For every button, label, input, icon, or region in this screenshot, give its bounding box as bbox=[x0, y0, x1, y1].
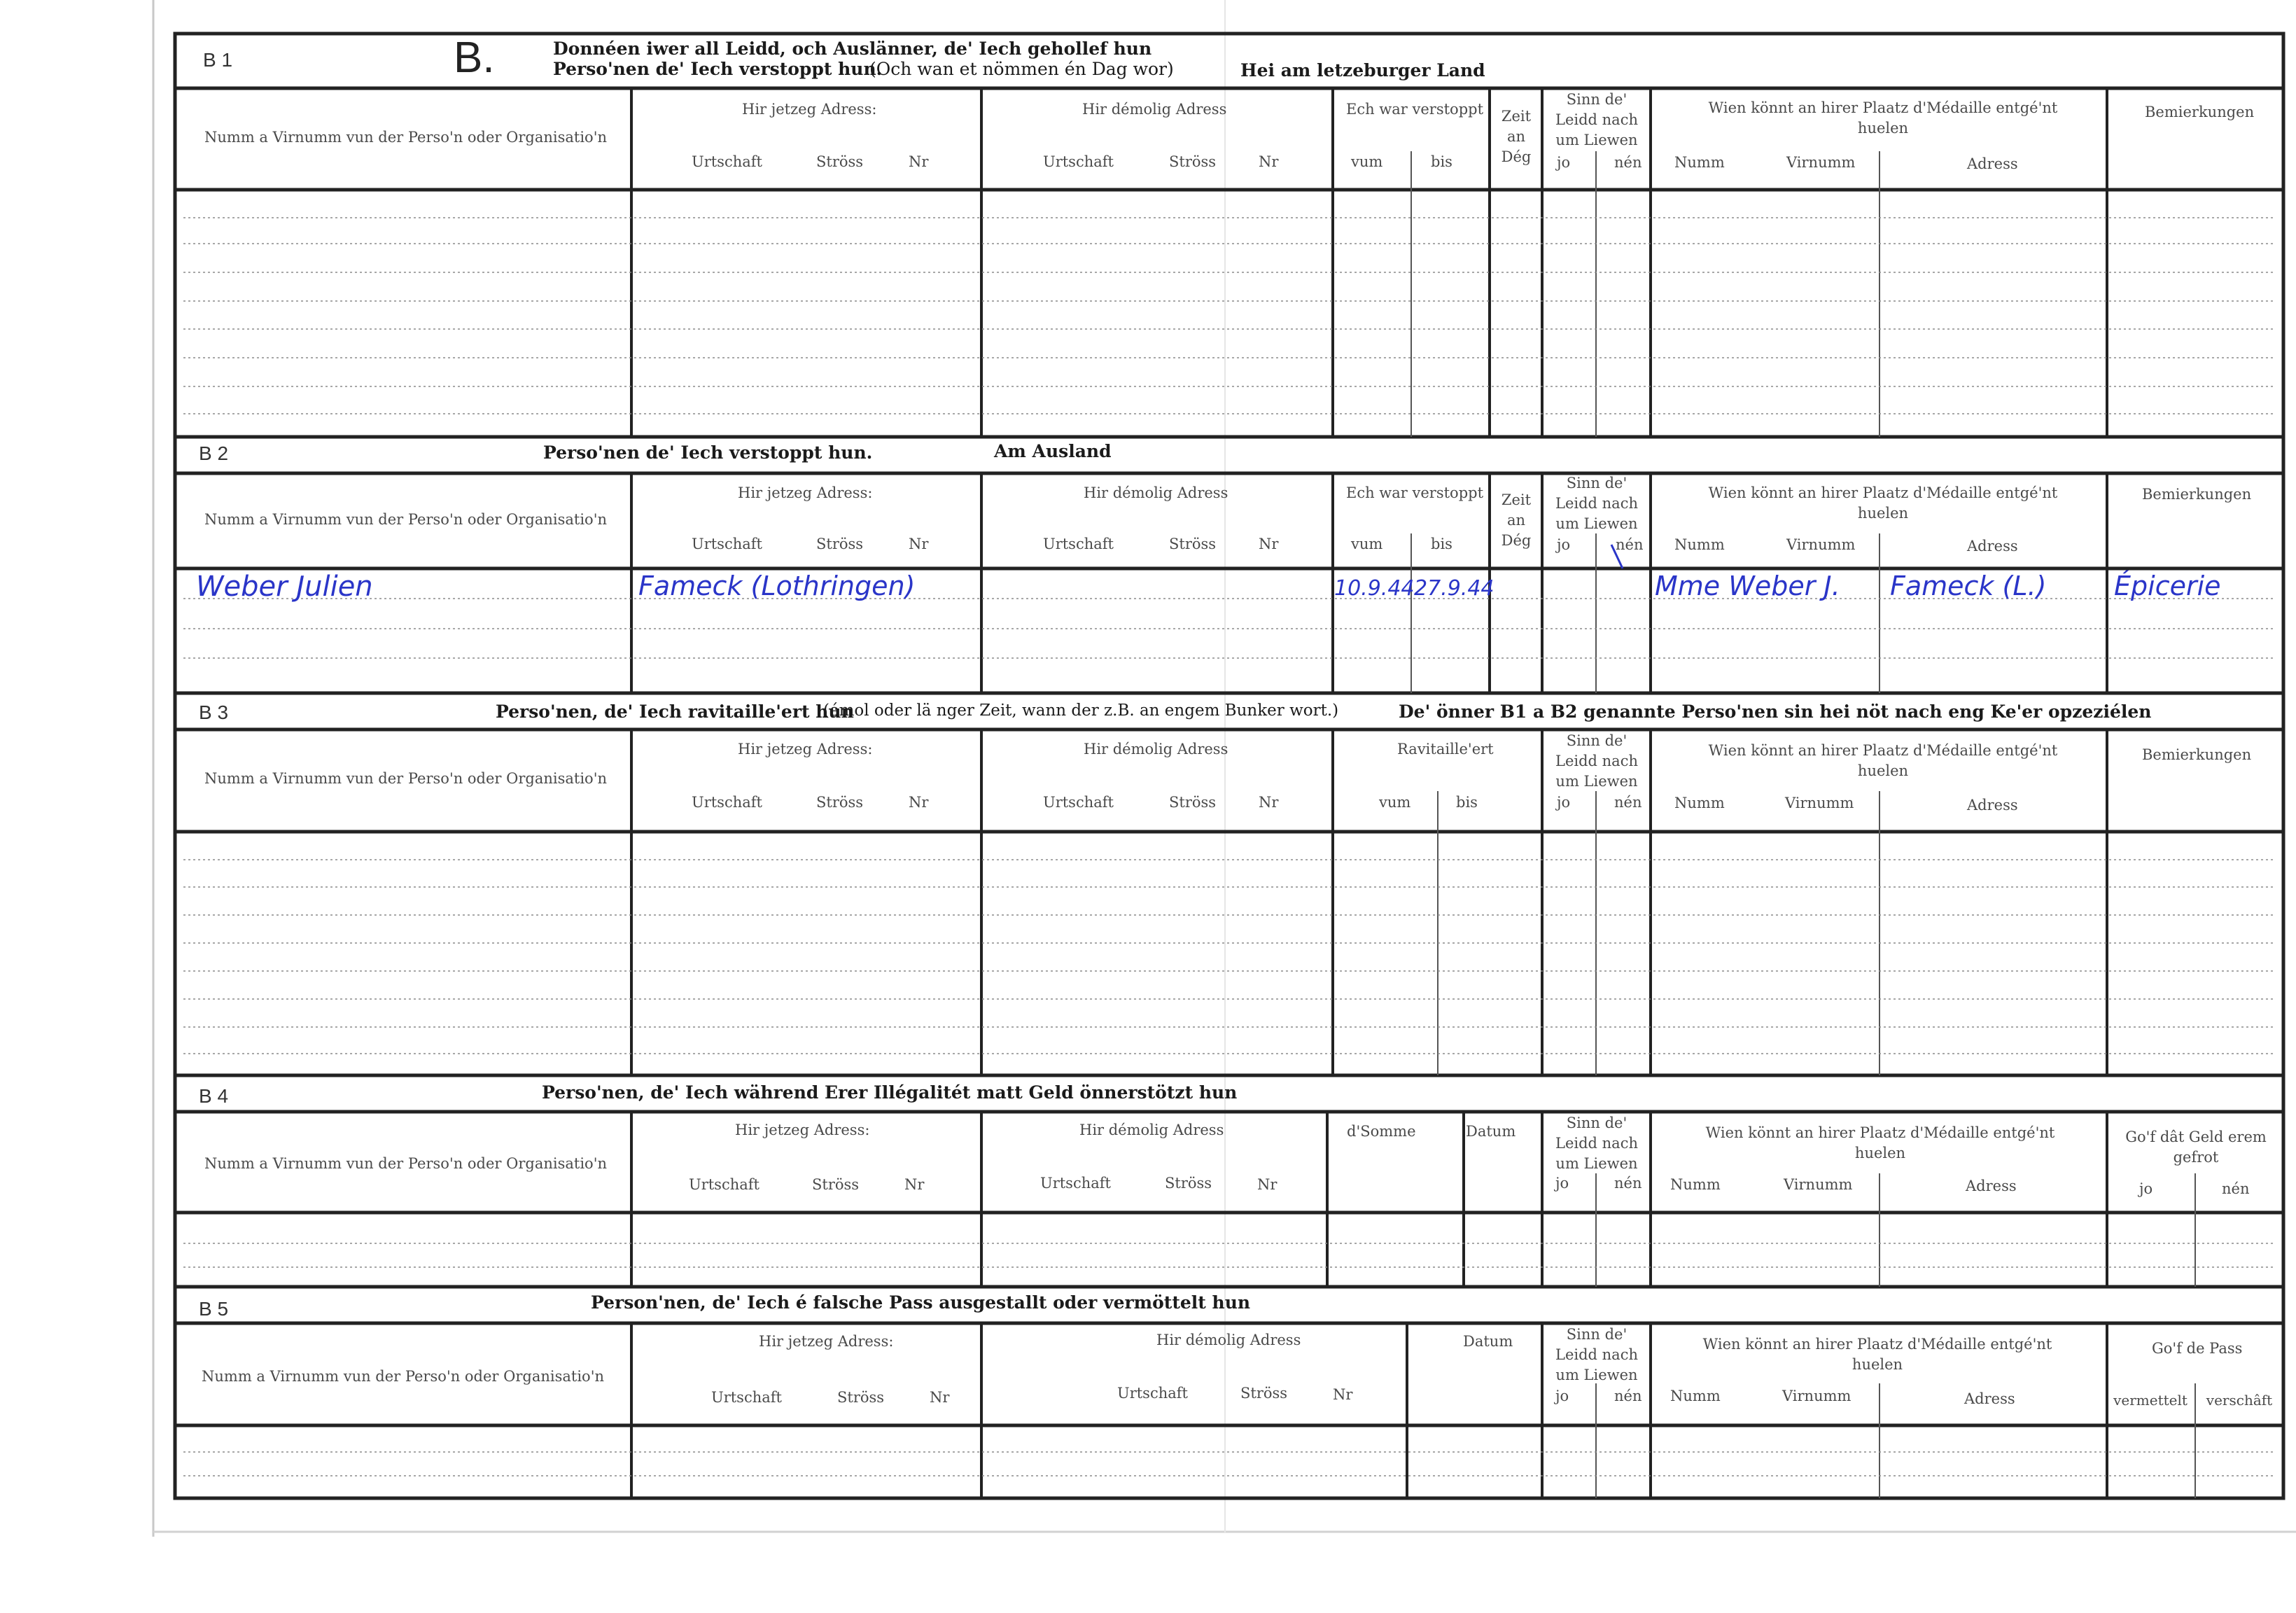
section-b5-code: B 5 bbox=[199, 1298, 229, 1320]
b3-header-from: vum bbox=[1379, 794, 1411, 811]
b1-header-remarks: Bemierkungen bbox=[2145, 104, 2255, 120]
b5-header-street-former: Ströss bbox=[1240, 1385, 1288, 1402]
b2-header-nr: Nr bbox=[909, 536, 929, 552]
b1-header-current-address: Hir jetzeg Adress: bbox=[742, 101, 877, 118]
b5-header-firstname: Virnumm bbox=[1782, 1388, 1851, 1404]
section-b3-title-right: De' önner B1 a B2 genannte Perso'nen sin hei nöt nach eng Ke'er opzeziélen bbox=[1399, 701, 2152, 722]
b4-header-name: Numm a Virnumm vun der Perso'n oder Organisatio'n bbox=[204, 1155, 607, 1172]
b5-header-date: Datum bbox=[1463, 1333, 1513, 1350]
b3-header-street: Ströss bbox=[816, 794, 864, 811]
b1-header-firstname: Virnumm bbox=[1786, 154, 1856, 171]
b1-header-yes: jo bbox=[1557, 154, 1571, 171]
b2-entry-hidden-from: 10.9.44 bbox=[1334, 576, 1415, 601]
section-b2-code: B 2 bbox=[199, 442, 229, 464]
b1-header-street: Ströss bbox=[816, 153, 864, 170]
section-b3-title-note: (émol oder lä nger Zeit, wann der z.B. an engem Bunker wort.) bbox=[823, 701, 1339, 720]
b2-header-street-former: Ströss bbox=[1169, 536, 1217, 552]
b4-header-no-money: nén bbox=[2222, 1180, 2250, 1197]
b5-header-yes: jo bbox=[1555, 1388, 1569, 1404]
b3-header-current-address: Hir jetzeg Adress: bbox=[738, 741, 873, 757]
b4-header-yes-money: jo bbox=[2139, 1180, 2153, 1197]
b1-header-nr: Nr bbox=[909, 153, 929, 170]
b2-header-street: Ströss bbox=[816, 536, 864, 552]
b5-header-name: Numm a Virnumm vun der Perso'n oder Organisatio'n bbox=[202, 1368, 604, 1385]
b3-header-nr-former: Nr bbox=[1259, 794, 1279, 811]
b2-entry-medal-address: Fameck (L.) bbox=[1890, 571, 2047, 601]
b5-header-alive: Sinn de' Leidd nach um Liewen bbox=[1555, 1326, 1638, 1383]
b4-header-money-returned: Go'f dât Geld erem gefrot bbox=[2125, 1129, 2267, 1166]
b3-header-address: Adress bbox=[1967, 797, 2018, 814]
b2-header-nr-former: Nr bbox=[1259, 536, 1279, 552]
b3-header-town-former: Urtschaft bbox=[1043, 794, 1114, 811]
b3-header-former-address: Hir démolig Adress bbox=[1084, 741, 1228, 757]
section-b4-title: Perso'nen, de' Iech während Erer Illégalitét matt Geld önnerstötzt hun bbox=[542, 1082, 1238, 1103]
b2-header-no: nén bbox=[1616, 536, 1644, 553]
b2-header-name: Numm a Virnumm vun der Perso'n oder Organisatio'n bbox=[204, 511, 607, 528]
form-part-letter: B. bbox=[454, 34, 495, 82]
b2-header-address: Adress bbox=[1967, 538, 2018, 554]
b4-header-street: Ströss bbox=[812, 1176, 860, 1193]
b4-header-date: Datum bbox=[1466, 1123, 1516, 1140]
section-b1-code: B 1 bbox=[203, 49, 233, 71]
b2-entry-remarks: Épicerie bbox=[2114, 571, 2221, 601]
b5-header-mediated: verschâft bbox=[2206, 1392, 2273, 1409]
b1-header-medal: Wien könnt an hirer Plaatz d'Médaille entgé'nt huelen bbox=[1708, 99, 2058, 137]
b1-header-from: vum bbox=[1351, 153, 1383, 170]
b1-header-duration: Zeit an Dég bbox=[1501, 108, 1532, 165]
b1-header-town-former: Urtschaft bbox=[1043, 153, 1114, 170]
b5-header-town: Urtschaft bbox=[711, 1389, 782, 1406]
b2-entry-name: Weber Julien bbox=[196, 571, 373, 603]
section-b3-title: Perso'nen, de' Iech ravitaille'ert hun bbox=[496, 701, 854, 722]
b2-header-to: bis bbox=[1431, 536, 1452, 552]
b5-header-surname: Numm bbox=[1670, 1388, 1721, 1404]
b4-header-address: Adress bbox=[1966, 1178, 2017, 1194]
b1-header-street-former: Ströss bbox=[1169, 153, 1217, 170]
b3-header-firstname: Virnumm bbox=[1785, 795, 1854, 811]
b3-header-nr: Nr bbox=[909, 794, 929, 811]
b1-header-to: bis bbox=[1431, 153, 1452, 170]
b4-header-no: nén bbox=[1614, 1175, 1642, 1192]
b4-header-current-address: Hir jetzeg Adress: bbox=[735, 1122, 870, 1138]
b3-header-no: nén bbox=[1614, 794, 1642, 811]
b3-header-alive: Sinn de' Leidd nach um Liewen bbox=[1555, 732, 1638, 790]
b3-header-yes: jo bbox=[1557, 794, 1571, 811]
b4-header-firstname: Virnumm bbox=[1784, 1176, 1853, 1193]
b2-header-yes: jo bbox=[1557, 536, 1571, 553]
b2-header-alive: Sinn de' Leidd nach um Liewen bbox=[1555, 475, 1638, 532]
section-b5-title: Person'nen, de' Iech é falsche Pass ausgestallt oder vermöttelt hun bbox=[591, 1292, 1251, 1313]
b4-header-street-former: Ströss bbox=[1165, 1175, 1212, 1192]
section-b2-title: Perso'nen de' Iech verstoppt hun. bbox=[543, 442, 873, 463]
b3-header-medal: Wien könnt an hirer Plaatz d'Médaille entgé'nt huelen bbox=[1708, 742, 2058, 779]
b4-header-surname: Numm bbox=[1670, 1176, 1721, 1193]
b3-header-town: Urtschaft bbox=[692, 794, 762, 811]
b2-header-firstname: Virnumm bbox=[1786, 536, 1856, 553]
b1-header-nr-former: Nr bbox=[1259, 153, 1279, 170]
b3-header-name: Numm a Virnumm vun der Perso'n oder Organisatio'n bbox=[204, 770, 607, 787]
b5-header-town-former: Urtschaft bbox=[1117, 1385, 1188, 1402]
b5-header-no: nén bbox=[1614, 1388, 1642, 1404]
b2-header-former-address: Hir démolig Adress bbox=[1084, 484, 1228, 501]
b2-header-hidden: Ech war verstoppt bbox=[1346, 484, 1484, 501]
b1-header-alive: Sinn de' Leidd nach um Liewen bbox=[1555, 91, 1638, 148]
b1-header-name: Numm a Virnumm vun der Perso'n oder Organisatio'n bbox=[204, 129, 607, 146]
b1-header-surname: Numm bbox=[1674, 154, 1725, 171]
b1-header-hidden: Ech war verstoppt bbox=[1346, 101, 1484, 118]
b3-header-surname: Numm bbox=[1674, 795, 1725, 811]
b4-header-nr: Nr bbox=[904, 1176, 925, 1193]
b5-header-issued: vermettelt bbox=[2113, 1392, 2188, 1409]
b2-header-town: Urtschaft bbox=[692, 536, 762, 552]
b2-entry-current-town: Fameck (Lothringen) bbox=[638, 571, 916, 601]
b4-header-alive: Sinn de' Leidd nach um Liewen bbox=[1555, 1115, 1638, 1172]
b2-entry-hidden-to: 27.9.44 bbox=[1414, 576, 1494, 601]
b4-header-town-former: Urtschaft bbox=[1040, 1175, 1111, 1192]
b5-header-medal: Wien könnt an hirer Plaatz d'Médaille entgé'nt huelen bbox=[1702, 1336, 2052, 1373]
b4-header-nr-former: Nr bbox=[1257, 1176, 1278, 1193]
b3-header-supplied: Ravitaille'ert bbox=[1397, 741, 1494, 757]
b5-header-passport-given: Go'f de Pass bbox=[2152, 1340, 2243, 1357]
section-b1-title-line1: Donnéen iwer all Leidd, och Auslänner, de' Iech gehollef hun bbox=[553, 39, 1152, 59]
b4-header-sum: d'Somme bbox=[1347, 1123, 1416, 1140]
b5-header-nr-former: Nr bbox=[1333, 1386, 1353, 1403]
section-b1-title-line3: Hei am letzeburger Land bbox=[1240, 60, 1485, 81]
section-b1-title-line2: Perso'nen de' Iech verstoppt hun. bbox=[553, 59, 883, 79]
b4-header-former-address: Hir démolig Adress bbox=[1079, 1122, 1224, 1138]
b2-header-medal: Wien könnt an hirer Plaatz d'Médaille entgé'nt huelen bbox=[1708, 484, 2058, 522]
section-b2-title-right: Am Ausland bbox=[994, 441, 1112, 461]
b2-header-duration: Zeit an Dég bbox=[1501, 491, 1532, 549]
b2-header-current-address: Hir jetzeg Adress: bbox=[738, 484, 873, 501]
b4-header-medal: Wien könnt an hirer Plaatz d'Médaille entgé'nt huelen bbox=[1705, 1124, 2055, 1161]
b1-header-town: Urtschaft bbox=[692, 153, 762, 170]
b3-header-street-former: Ströss bbox=[1169, 794, 1217, 811]
section-b4-code: B 4 bbox=[199, 1085, 229, 1107]
section-b1-title-note: (Och wan et nömmen én Dag wor) bbox=[869, 59, 1174, 79]
b5-header-street: Ströss bbox=[837, 1389, 885, 1406]
b5-header-former-address: Hir démolig Adress bbox=[1156, 1332, 1301, 1348]
section-b3-code: B 3 bbox=[199, 701, 229, 723]
b3-header-to: bis bbox=[1456, 794, 1478, 811]
b4-header-town: Urtschaft bbox=[689, 1176, 760, 1193]
b2-header-town-former: Urtschaft bbox=[1043, 536, 1114, 552]
b1-header-address: Adress bbox=[1967, 155, 2018, 172]
b2-header-from: vum bbox=[1351, 536, 1383, 552]
b1-header-no: nén bbox=[1614, 154, 1642, 171]
b1-header-former-address: Hir démolig Adress bbox=[1082, 101, 1227, 118]
b4-header-yes: jo bbox=[1555, 1175, 1569, 1192]
b5-header-current-address: Hir jetzeg Adress: bbox=[759, 1333, 894, 1350]
b2-entry-medal-person: Mme Weber J. bbox=[1655, 571, 1840, 601]
b5-header-nr: Nr bbox=[930, 1389, 950, 1406]
b3-header-remarks: Bemierkungen bbox=[2142, 746, 2252, 763]
b2-header-surname: Numm bbox=[1674, 536, 1725, 553]
b2-header-remarks: Bemierkungen bbox=[2142, 486, 2252, 503]
b5-header-address: Adress bbox=[1964, 1390, 2015, 1407]
